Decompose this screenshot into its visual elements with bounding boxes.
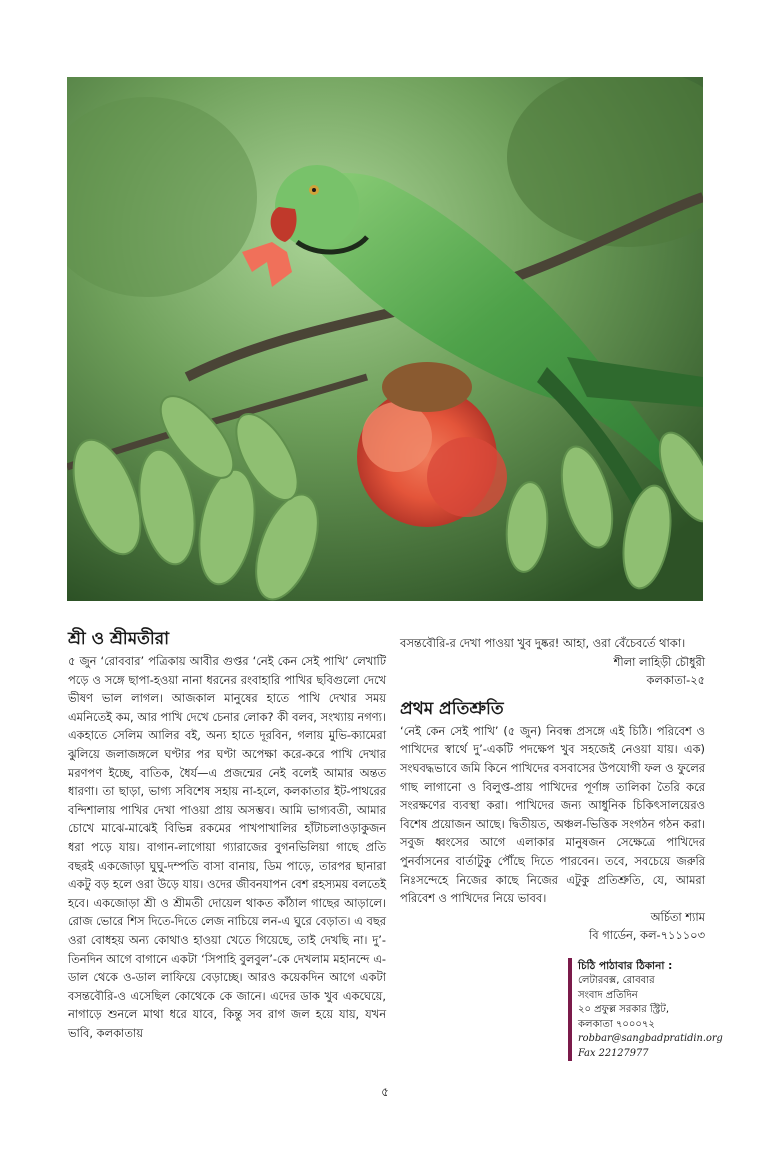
letter-heading-1: শ্রী ও শ্রীমতীরা bbox=[68, 629, 170, 649]
left-column bbox=[68, 628, 386, 1042]
address-fax: Fax 22127977 bbox=[578, 1047, 649, 1059]
letter-body-1: ৫ জুন ‘রোববার’ পত্রিকায় আবীর গুপ্তর ‘নেই কেন সেই পাখি’ লেখাটি পড়ে ও সঙ্গে ছাপা-হওয়া নানা ধরনের রংবাহারি পাখির ছবিগুলো দেখে ভীষণ ভাল লাগল। আজকাল মানুষের হাতে পাখি দেখার সময় এমনিতেই কম, আর পাখি দেখে চেনার লোক? কী বলব, সংখ্যায় নগণ্য। একহাতে সেলিম আলির বই, অন্য হাতে দূরবিন, গলায় মুভি-ক্যামেরা ঝুলিয়ে জলাজঙ্গলে ঘণ্টার পর ঘণ্টা অপেক্ষা করে-করে পাখি দেখার মরণপণ ইচ্ছে, বাতিক, ধৈর্য—এ প্রজন্মের নেই বলেই আমার অন্তত ধারণা। তা ছাড়া, ভাগ্য সবিশেষ সহায় না-হলে, কলকাতার ইট-পাথরের বন্দিশালায় পাখির দেখা পাওয়া প্রায় অসম্ভব। আমি ভাগ্যবতী, আমার চোখে মাঝে-মাঝেই বিভিন্ন রকমের পাখপাখালির হাঁটাচলাওড়াকুজন ধরা পড়ে যায়। বাগান-লাগোয়া গ্যারাজের বুগনভিলিয়া গাছে প্রতি বছরই একজোড়া ঘুঘু-দম্পতি বাসা বানায়, ডিম পাড়ে, তারপর ছানারা একটু বড় হলে ওরা উড়ে যায়। ওদের জীবনযাপন বেশ রহস্যময় বলতেই হবে। একজোড়া শ্রী ও শ্রীমতী দোয়েল থাকত কাঁঠাল গাছের আড়ালে। রোজ ভোরে শিস দিতে-দিতে লেজ নাচিয়ে লন-এ ঘুরে বেড়াত। এ বছর ওরা বোধহয় অন্য কোথাও হাওয়া খেতে গিয়েছে, তাই দেখছি না। দু’-তিনদিন আগে বাগানে একটা ‘সিপাহি বুলবুল’-কে দেখলাম মহানন্দে এ-ডাল থেকে ও-ডাল লাফিয়ে বেড়াচ্ছে। আরও কয়েকদিন আগে একটা বসন্তবৌরি-ও এসেছিল কোথেকে কে জানে। এদের ডাক খুব একঘেয়ে, নাগাড়ে শুনলে মাথা ধরে যাবে, কিন্তু সব রাগ জল হয়ে যায়, যখন ভাবি, কলকাতায় bbox=[68, 654, 386, 1040]
signature-1-name: শীলা লাহিড়ী চৌধুরী bbox=[613, 654, 705, 669]
signature-2-place: বি গার্ডেন, কল-৭১১১০৩ bbox=[589, 928, 705, 943]
letter-body-2: ‘নেই কেন সেই পাখি’ (৫ জুন) নিবন্ধ প্রসঙ্গে এই চিঠি। পরিবেশ ও পাখিদের স্বার্থে দু’-একটি পদক্ষেপ খুব সহজেই নেওয়া যায়। এক) সংঘবদ্ধভাবে জমি কিনে পাখিদের বসবাসের উপযোগী ফল ও ফুলের গাছ লাগানো ও বিলুপ্ত-প্রায় পাখিদের পূর্ণাঙ্গ তালিকা তৈরি করে সংরক্ষণের ব্যবস্থা করা। পাখিদের জন্য আধুনিক চিকিৎসালয়েরও বিশেষ প্রয়োজন আছে। দ্বিতীয়ত, অঞ্চল-ভিত্তিক সংগঠন গঠন করা। সবুজ ধ্বংসের আগে এলাকার মানুষজন সেক্ষেত্রে পাখিদের পুনর্বাসনের বার্তাটুকু পৌঁছে দিতে পারবেন। তবে, সবচেয়ে জরুরি নিঃসন্দেহে নিজের কাছে নিজের এটুকু প্রতিশ্রুতি, যে, আমরা পরিবেশ ও পাখিদের নিয়ে ভাবব। bbox=[400, 723, 705, 906]
address-line-2: সংবাদ প্রতিদিন bbox=[578, 989, 638, 1001]
parrot-photo bbox=[67, 77, 703, 601]
page-number: ৫ bbox=[381, 1085, 389, 1099]
address-email: robbar@sangbadpratidin.org bbox=[578, 1033, 723, 1044]
signature-2-name: অর্চিতা শ্যাম bbox=[650, 909, 705, 924]
parrot-illustration bbox=[67, 77, 703, 601]
letter-heading-2: প্রথম প্রতিশ্রুতি bbox=[400, 698, 504, 719]
address-line-4: কলকাতা ৭০০০৭২ bbox=[578, 1018, 655, 1030]
address-line-3: ২০ প্রফুল্ল সরকার স্ট্রিট, bbox=[578, 1004, 669, 1015]
address-box bbox=[568, 958, 723, 1061]
signature-1-place: কলকাতা-২৫ bbox=[646, 673, 705, 688]
address-line-1: লেটারবক্স, রোববার bbox=[578, 975, 655, 986]
right-column bbox=[400, 634, 705, 945]
address-title: চিঠি পাঠাবার ঠিকানা : bbox=[578, 960, 673, 972]
letter-continuation: বসন্তবৌরি-র দেখা পাওয়া খুব দুষ্কর! আহা, ওরা বেঁচেবর্তে থাকা। bbox=[400, 636, 686, 650]
